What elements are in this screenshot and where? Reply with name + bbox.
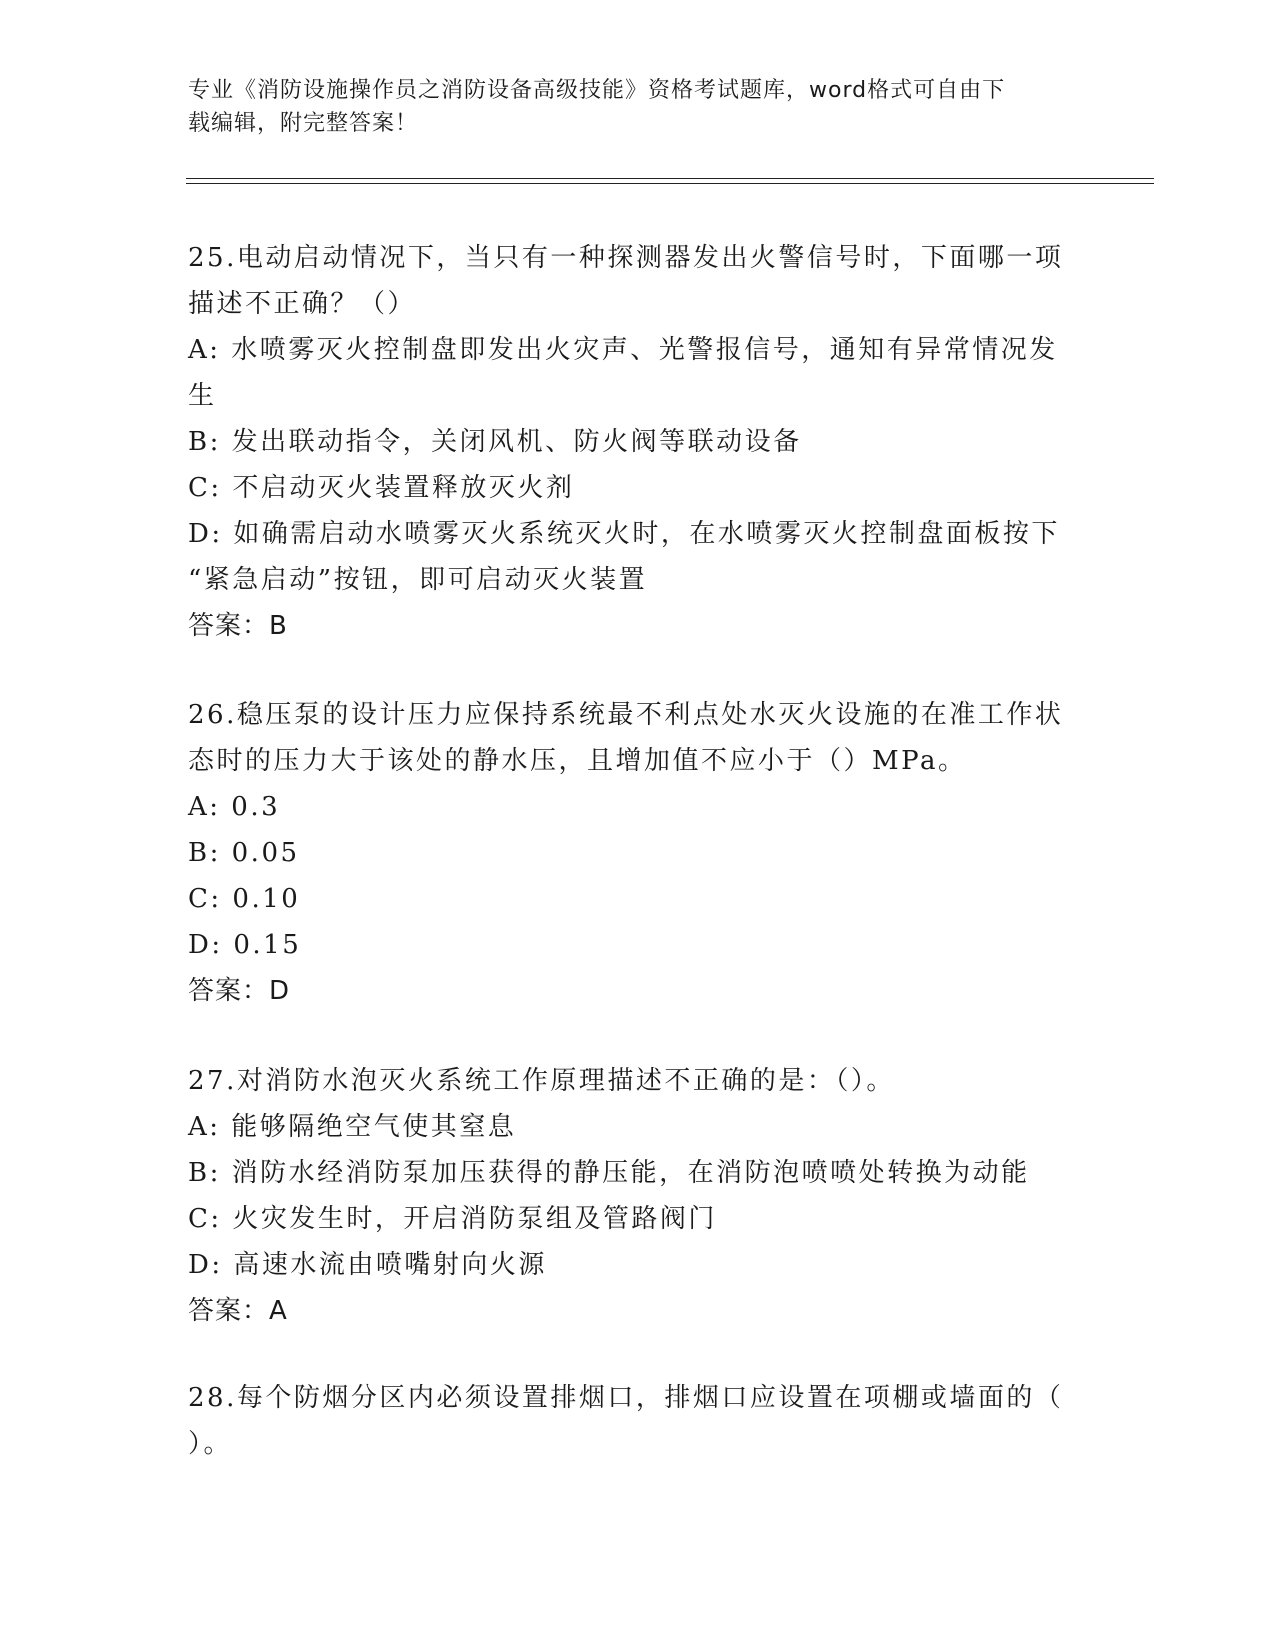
option-c: C: 火灾发生时，开启消防泵组及管路阀门 <box>188 1204 717 1234</box>
question-stem-line: 26.稳压泵的设计压力应保持系统最不利点处水灭火设施的在准工作状 <box>188 700 1064 730</box>
header-text-1a: 专业《消防设施操作员之消防设备高级技能》资格考试题库， <box>188 78 810 103</box>
option-b: B: 0.05 <box>188 838 300 868</box>
option-d: D: 0.15 <box>188 930 302 960</box>
answer-label: 答案：A <box>188 1296 288 1326</box>
option-b: B: 消防水经消防泵加压获得的静压能，在消防泡喷喷处转换为动能 <box>188 1158 1030 1188</box>
question-stem-line: 27.对消防水泡灭火系统工作原理描述不正确的是：（）。 <box>188 1066 895 1096</box>
question-stem-line: 25.电动启动情况下，当只有一种探测器发出火警信号时，下面哪一项 <box>188 243 1064 273</box>
option-d-continued: “紧急启动”按钮，即可启动灭火装置 <box>188 565 648 595</box>
header-divider-top <box>186 178 1154 179</box>
question-25 <box>188 235 1078 649</box>
option-a: A: 0.3 <box>188 792 281 822</box>
header-line-1 <box>188 74 1068 107</box>
question-stem-line: 态时的压力大于该处的静水压，且增加值不应小于（）MPa。 <box>188 746 967 776</box>
question-stem-line: 28.每个防烟分区内必须设置排烟口，排烟口应设置在项棚或墙面的（ <box>188 1383 1064 1413</box>
option-a: A: 能够隔绝空气使其窒息 <box>188 1112 517 1142</box>
header-divider-bottom <box>186 183 1154 184</box>
answer-label: 答案：B <box>188 611 288 641</box>
option-d: D: 如确需启动水喷雾灭火系统灭火时，在水喷雾灭火控制盘面板按下 <box>188 519 1060 549</box>
option-a: A: 水喷雾灭火控制盘即发出火灾声、光警报信号，通知有异常情况发 <box>188 335 1058 365</box>
option-d: D: 高速水流由喷嘴射向火源 <box>188 1250 547 1280</box>
option-a-continued: 生 <box>188 381 217 411</box>
document-header <box>188 74 1068 140</box>
header-text-1c: 格式可自由下 <box>867 78 1006 103</box>
question-stem-line: 描述不正确？（） <box>188 289 417 319</box>
option-b: B: 发出联动指令，关闭风机、防火阀等联动设备 <box>188 427 802 457</box>
question-28 <box>188 1375 1078 1467</box>
header-line-2: 载编辑，附完整答案！ <box>188 111 419 136</box>
answer-label: 答案：D <box>188 976 291 1006</box>
header-text-1b: word <box>809 78 868 103</box>
question-27 <box>188 1058 1078 1334</box>
option-c: C: 不启动灭火装置释放灭火剂 <box>188 473 575 503</box>
option-c: C: 0.10 <box>188 884 301 914</box>
question-stem-line: ）。 <box>188 1429 233 1459</box>
question-26 <box>188 692 1078 1014</box>
